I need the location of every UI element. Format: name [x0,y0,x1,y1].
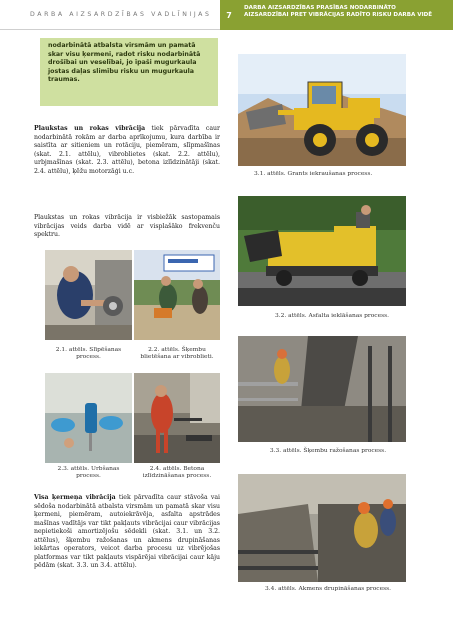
header-right [238,0,453,30]
caption-fig-3-1: 3.1. attēls. Grants iekraušanas process. [254,171,373,177]
caption-fig-3-4: 3.4. attēls. Akmens drupināšanas process. [265,586,391,592]
caption-fig-2-2: 2.2. attēls. Šķembu blietēšana ar vibroblieti. [140,347,214,361]
header-left-title: DARBA AIZSARDZĪBAS VADLĪNIJAS [30,11,212,18]
caption-fig-2-1: 2.1. attēls. Slīpēšanas process. [55,347,122,361]
caption-fig-2-4: 2.4. attēls. Betona izlīdzināšanas process. [142,466,212,480]
photo-stone-crushing [238,474,406,582]
photo-grinding [45,250,132,340]
term-whole-body-vibration: Visa ķermeņa vibrācija [34,494,116,501]
paragraph-hand-arm-text: tiek pārvadīta caur nodarbinātā rokām ar darba aprīkojumu, kura darbība ir saistīta ar sitieniem un rotāciju, piemēram, slīpmašīnas (skat. 2.1. attēlu), vibroblietes (skat. 2.2. attēlu), urbjmašīnas (skat. 2.3. attēlu), betona izlīdzinātāji (skat. 2.4. attēlu), ķēžu motorzāģi u.c. [34,125,220,175]
photo-vibro-tamping [134,250,220,340]
photo-gravel-production [238,336,406,442]
header-right-title-line1: DARBA AIZSARDZĪBAS PRASĪBAS NODARBINĀTO [244,5,396,11]
term-hand-arm-vibration: Plaukstas un rokas vibrācija [34,125,146,132]
caption-fig-2-3: 2.3. attēls. Urbšanas process. [57,466,120,480]
caption-fig-3-2: 3.2. attēls. Asfalta ieklāšanas process. [274,313,389,319]
callout-box: nodarbinātā atbalsta virsmām un pamatā skar visu ķermeni, radot risku nodarbinātā drošībai un veselībai, jo īpaši mugurkaula jostas daļas slimību risku un mugurkaula traumas. [40,38,218,106]
photo-drilling [45,373,132,463]
paragraph-hand-arm-vibration [34,125,220,176]
paragraph-hand-arm-frequency: Plaukstas un rokas vibrācija ir visbiežāk sastopamais vibrācijas veids darba vidē ar visplašāko frekvenču spektru. [34,214,220,238]
page-number: 7 [220,0,238,30]
caption-fig-3-3: 3.3. attēls. Šķembu ražošanas process. [269,448,387,454]
paragraph-whole-body-vibration [34,494,220,571]
header-left [0,0,220,30]
photo-gravel-loading [238,54,406,166]
paragraph-whole-body-text: tiek pārvadīta caur stāvoša vai sēdoša nodarbinātā atbalsta virsmām un pamatā skar visu ķermeni, piemēram, autoiekrāvēja, asfalta apstrādes mašīnas vadītājs var tikt pakļauts vibrācijai caur vibrācijas nepietiekoši amortizējošu sēdekli (skat. 3.1. un 3.2. attēlus), šķembu ražošanas un akmens drupināšanas iekārtas operators, veicot darba procesu uz vibrējošas platformas var tikt pakļauts vispārējai vibrācijai caur kāju pēdām (skat. 3.3. un 3.4. attēlu). [34,494,220,569]
header-right-title-line2: AIZSARDZĪBAI PRET VIBRĀCIJAS RADĪTO RISKU DARBA VIDĒ [244,12,433,19]
photo-concrete-leveling [134,373,220,463]
photo-asphalt-laying [238,196,406,306]
page-header [0,0,453,30]
